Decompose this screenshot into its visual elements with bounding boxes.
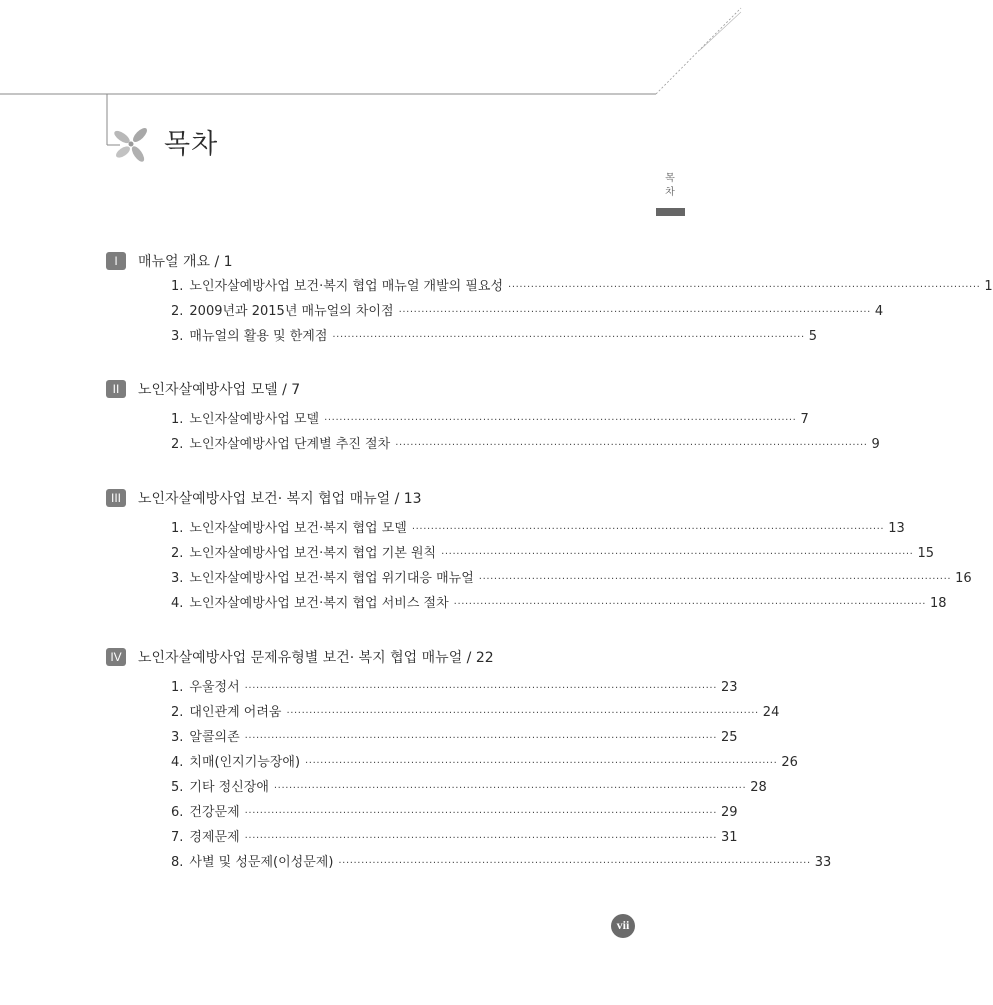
entry-title: 우울정서 xyxy=(189,680,240,695)
entry-number: 3. xyxy=(171,730,184,745)
entry-number: 2. xyxy=(171,304,184,319)
entry-title: 노인자살예방사업 보건·복지 협업 서비스 절차 xyxy=(189,596,449,611)
entry-title: 치매(인지기능장애) xyxy=(189,755,301,770)
entry-page: 15 xyxy=(917,546,935,561)
entry-number: 2. xyxy=(171,705,184,720)
toc-entry[interactable] xyxy=(171,278,993,296)
section-title: 매뉴얼 개요 / 1 xyxy=(138,254,233,270)
entry-page: 7 xyxy=(800,412,809,427)
entry-title: 건강문제 xyxy=(189,805,240,820)
entry-title: 경제문제 xyxy=(189,830,240,845)
toc-entry[interactable] xyxy=(171,545,935,563)
section-title: 노인자살예방사업 모델 / 7 xyxy=(138,382,301,398)
corner-diagonal-dashed xyxy=(656,8,741,94)
entry-page: 33 xyxy=(814,855,832,870)
entry-number: 1. xyxy=(171,412,184,427)
entry-number: 1. xyxy=(171,680,184,695)
entry-page: 23 xyxy=(720,680,738,695)
entry-number: 4. xyxy=(171,755,184,770)
section-heading[interactable] xyxy=(106,251,233,271)
dot-leader: ····························································································································· xyxy=(332,332,805,343)
entry-page: 29 xyxy=(720,805,738,820)
section-title: 노인자살예방사업 문제유형별 보건· 복지 협업 매뉴얼 / 22 xyxy=(138,650,494,666)
side-tab-bar xyxy=(656,208,685,216)
dot-leader: ····························································································································· xyxy=(244,808,717,819)
entry-number: 3. xyxy=(171,329,184,344)
dot-leader: ····························································································································· xyxy=(453,599,927,610)
entry-page: 31 xyxy=(720,830,738,845)
toc-entry[interactable] xyxy=(171,328,818,346)
dot-leader: ····························································································································· xyxy=(244,833,717,844)
entry-page: 5 xyxy=(808,329,818,344)
toc-entry[interactable] xyxy=(171,854,832,872)
dot-leader: ····························································································································· xyxy=(478,574,952,585)
toc-entry[interactable] xyxy=(171,570,972,588)
entry-number: 8. xyxy=(171,855,184,870)
section-badge: III xyxy=(106,489,126,507)
page-number: vii xyxy=(611,914,635,938)
toc-entry[interactable] xyxy=(171,704,780,722)
dot-leader: ····························································································································· xyxy=(411,524,885,535)
toc-entry[interactable] xyxy=(171,729,738,747)
entry-page: 13 xyxy=(888,521,905,536)
dot-leader: ····························································································································· xyxy=(441,549,914,560)
entry-title: 기타 정신장애 xyxy=(189,780,269,795)
entry-title: 노인자살예방사업 보건·복지 협업 기본 원칙 xyxy=(189,546,437,561)
dot-leader: ····························································································································· xyxy=(244,683,717,694)
entry-title: 2009년과 2015년 매뉴얼의 차이점 xyxy=(189,304,394,319)
entry-page: 16 xyxy=(955,571,972,586)
section-heading[interactable] xyxy=(106,488,422,508)
entry-title: 노인자살예방사업 보건·복지 협업 모델 xyxy=(189,521,407,536)
entry-page: 24 xyxy=(762,705,780,720)
toc-entry[interactable] xyxy=(171,804,738,822)
section-title: 노인자살예방사업 보건· 복지 협업 매뉴얼 / 13 xyxy=(138,491,422,507)
dot-leader: ····························································································································· xyxy=(286,708,759,719)
entry-number: 2. xyxy=(171,437,184,452)
entry-page: 18 xyxy=(930,596,947,611)
toc-entry[interactable] xyxy=(171,754,798,772)
toc-entry[interactable] xyxy=(171,411,809,429)
entry-page: 1 xyxy=(984,279,993,294)
entry-title: 노인자살예방사업 보건·복지 협업 매뉴얼 개발의 필요성 xyxy=(189,279,504,294)
entry-page: 9 xyxy=(871,437,880,452)
dot-leader: ····························································································································· xyxy=(273,783,747,794)
toc-entry[interactable] xyxy=(171,436,880,454)
page-title: 목차 xyxy=(164,129,219,160)
entry-number: 4. xyxy=(171,596,184,611)
entry-number: 1. xyxy=(171,279,184,294)
toc-entry[interactable] xyxy=(171,679,738,697)
entry-title: 노인자살예방사업 보건·복지 협업 위기대응 매뉴얼 xyxy=(189,571,474,586)
corner-diagonal xyxy=(700,12,741,50)
entry-page: 25 xyxy=(720,730,738,745)
entry-number: 5. xyxy=(171,780,184,795)
entry-title: 매뉴얼의 활용 및 한계점 xyxy=(189,329,328,344)
dot-leader: ····························································································································· xyxy=(398,307,871,318)
entry-title: 알콜의존 xyxy=(189,730,240,745)
toc-entry[interactable] xyxy=(171,779,767,797)
dot-leader: ····························································································································· xyxy=(324,415,797,426)
entry-title: 대인관계 어려움 xyxy=(189,705,282,720)
section-badge: I xyxy=(106,252,126,270)
toc-entry[interactable] xyxy=(171,829,738,847)
entry-title: 노인자살예방사업 단계별 추진 절차 xyxy=(189,437,391,452)
entry-page: 26 xyxy=(781,755,798,770)
entry-number: 7. xyxy=(171,830,184,845)
toc-entry[interactable] xyxy=(171,595,947,613)
entry-number: 6. xyxy=(171,805,184,820)
entry-number: 3. xyxy=(171,571,184,586)
entry-page: 4 xyxy=(874,304,884,319)
section-badge: II xyxy=(106,380,126,398)
side-tab-char: 목 xyxy=(665,173,675,184)
dot-leader: ····························································································································· xyxy=(395,440,868,451)
section-heading[interactable] xyxy=(106,647,494,667)
toc-entry[interactable] xyxy=(171,303,884,321)
side-tab xyxy=(657,172,683,216)
toc-entry[interactable] xyxy=(171,520,905,538)
entry-page: 28 xyxy=(750,780,767,795)
dot-leader: ····························································································································· xyxy=(244,733,717,744)
entry-number: 2. xyxy=(171,546,184,561)
entry-title: 노인자살예방사업 모델 xyxy=(189,412,320,427)
section-badge: IV xyxy=(106,648,126,666)
side-tab-char: 차 xyxy=(665,187,675,198)
entry-number: 1. xyxy=(171,521,184,536)
dot-leader: ····························································································································· xyxy=(305,758,778,769)
section-heading[interactable] xyxy=(106,379,300,399)
dot-leader: ····························································································································· xyxy=(338,858,811,869)
dot-leader: ····························································································································· xyxy=(508,282,981,293)
entry-title: 사별 및 성문제(이성문제) xyxy=(189,855,334,870)
